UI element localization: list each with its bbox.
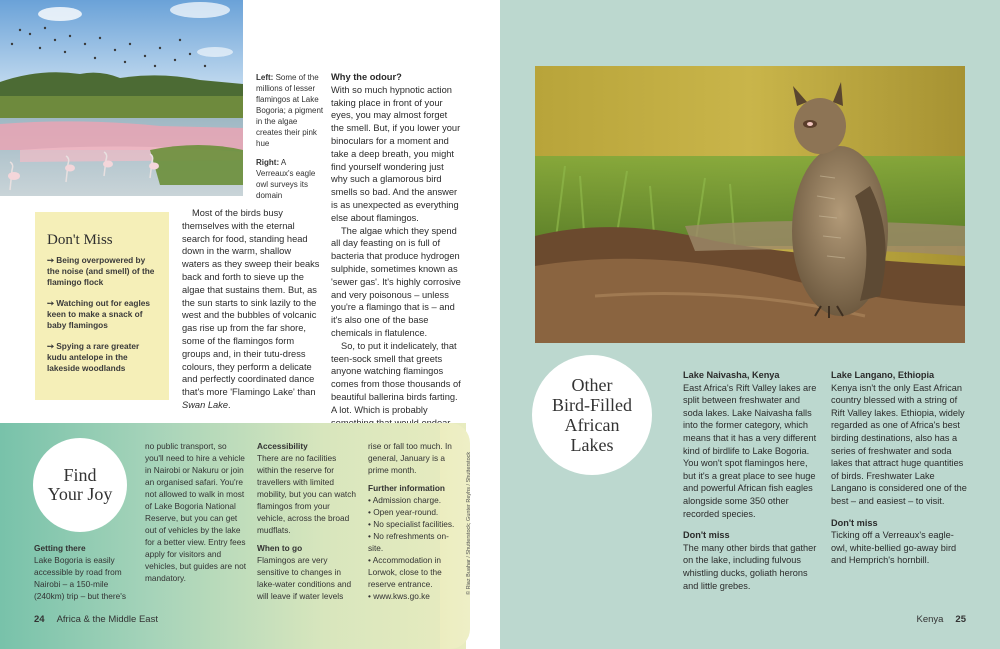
getting-there-text: Lake Bogoria is easily accessible by road from Nairobi – a 150-mile (240km) trip – but there's <box>34 555 126 601</box>
body-column-b <box>331 71 461 442</box>
other-lakes-title-3: African <box>564 415 620 435</box>
langano-dont-miss-text: Ticking off a Verreaux's eagle-owl, white-bellied go-away bird and Hemprich's hornbill. <box>831 530 957 566</box>
getting-there-continued <box>145 440 247 584</box>
dont-miss-box <box>35 212 169 400</box>
lake-langano-heading: Lake Langano, Ethiopia <box>831 370 935 380</box>
body-period: . <box>228 399 231 410</box>
page-number-right: 25 <box>955 614 966 625</box>
owl-photo <box>535 66 965 343</box>
footer-right <box>916 614 966 625</box>
getting-there-text-2: no public transport, so you'll need to hire a vehicle in Nairobi or Nakuru or join an organised safari. You're not allowed to walk in most of Lake Bogoria National Reserve, but you can get out of vehicles by the lake for a better view. Entry fees apply for visitors and vehicles, but guides are not mandatory. <box>145 441 247 583</box>
swan-lake-title: Swan Lake <box>182 399 228 410</box>
further-info-item: • Accommodation in Lorwok, close to the reserve entrance. <box>368 555 442 589</box>
section-heading-odour: Why the odour? <box>331 72 402 82</box>
further-info-item: • No specialist facilities. <box>368 519 455 529</box>
flamingo-photo <box>0 0 243 196</box>
find-your-joy-title-1: Find <box>63 465 97 485</box>
page-number-left: 24 <box>34 614 45 625</box>
other-lakes-title-1: Other <box>571 375 613 395</box>
lake-langano-text: Kenya isn't the only East African country blessed with a string of Rift Valley lakes. Ethiopia, widely regarded as one of Africa's best birding destinations, also has a series of freshwater and soda lakes that attract huge quantities of birds. Freshwater Lake Langano is considered one of the best – and easiest – to visit. <box>831 382 967 506</box>
footer-left <box>34 614 158 625</box>
lake-naivasha-block <box>683 369 821 592</box>
further-info-heading: Further information <box>368 483 445 493</box>
getting-there-block <box>34 542 134 602</box>
body-paragraph: The algae which they spend all day feasting on is full of bacteria that produce hydrogen sulphide, sometimes known as 'sewer gas'. It's highly corrosive and very poisonous – unless you're a flamingo that is – and it's also one of the base chemicals in flatulence. <box>331 225 461 338</box>
find-your-joy-badge <box>33 438 127 532</box>
when-to-go-heading: When to go <box>257 543 303 553</box>
caption-left-label: Left: <box>256 73 274 82</box>
photo-credit: © Riaz Buahar / Shutterstock; Gunter Reyhs / Shutterstock <box>466 451 472 595</box>
accessibility-text: There are no facilities within the reserve for travellers with limited mobility, but you can watch flamingos from your vehicle, across the broad mudflats. <box>257 453 356 535</box>
caption-right-label: Right: <box>256 158 280 167</box>
getting-there-heading: Getting there <box>34 543 86 553</box>
body-column-a <box>182 207 320 412</box>
accessibility-heading: Accessibility <box>257 441 308 451</box>
further-info-link[interactable]: • www.kws.go.ke <box>368 591 430 601</box>
section-name-left: Africa & the Middle East <box>56 614 158 625</box>
dont-miss-item: ➙ Being overpowered by the noise (and smell) of the flamingo flock <box>47 255 155 287</box>
when-to-go-text-2: rise or fall too much. In general, January is a prime month. <box>368 441 452 475</box>
other-lakes-title-4: Lakes <box>570 435 614 455</box>
lake-naivasha-heading: Lake Naivasha, Kenya <box>683 370 780 380</box>
accessibility-block <box>257 440 359 602</box>
section-name-right: Kenya <box>916 614 944 625</box>
body-paragraph: Most of the birds busy themselves with the eternal search for food, standing head down in the warm, shallow waters as they sweep their beaks back and forth to sieve up the algae that sustains them. But, as the sun starts to sink lazily to the west and the bubbles of volcanic gas rise up from the far shore, some of the flamingos form groups and, in their tutu-dress colours, they perform a delicate and perfectly coordinated dance that's more 'Flamingo Lake' than <box>182 208 320 398</box>
caption-right-text: A Verreaux's eagle owl surveys its domain <box>256 158 316 200</box>
other-lakes-title-2: Bird-Filled <box>552 395 632 415</box>
photo-caption <box>256 72 324 209</box>
when-to-go-text: Flamingos are very sensitive to changes in lake-water conditions and will leave if water levels <box>257 555 352 601</box>
further-info-item: • Open year-round. <box>368 507 439 517</box>
further-info-block <box>368 440 458 602</box>
further-info-item: • No refreshments on-site. <box>368 531 449 553</box>
langano-dont-miss-heading: Don't miss <box>831 517 878 528</box>
lake-langano-block <box>831 369 969 567</box>
further-info-item: • Admission charge. <box>368 495 442 505</box>
caption-left-text: Some of the millions of lesser flamingos at Lake Bogoria; a pigment in the algae creates their pink hue <box>256 73 324 148</box>
other-lakes-badge <box>532 355 652 475</box>
naivasha-dont-miss-text: The many other birds that gather on the lake, including fulvous whistling ducks, goliath herons and little grebes. <box>683 542 817 591</box>
dont-miss-title: Don't Miss <box>47 232 113 248</box>
dont-miss-item: ➙ Watching out for eagles keen to make a snack of baby flamingos <box>47 298 150 330</box>
lake-naivasha-text: East Africa's Rift Valley lakes are split between freshwater and soda lakes. Lake Naivasha falls into the former category, which means that it has a very different kind of birdlife to Lake Bogoria. You won't spot flamingos here, but it's a great place to see huge and powerful African fish eagles alongside some 350 other recorded species. <box>683 382 817 519</box>
body-paragraph: So, to put it indelicately, that teen-sock smell that greets anyone watching flamingos comes from those thousands of beautiful ballerina birds farting. A lot. Which is probably <box>331 340 461 415</box>
dont-miss-item: ➙ Spying a rare greater kudu antelope in the lakeside woodlands <box>47 341 140 373</box>
find-your-joy-title-2: Your Joy <box>47 484 113 504</box>
body-paragraph: With so much hypnotic action taking place in front of your eyes, you may almost forget the smell. But, if you lower your binoculars for a moment and take a deep breath, you might find yourself wondering just why such a glamorous bird smells so bad. And the answer is as unexpected as everything else about flamingos. <box>331 84 461 223</box>
naivasha-dont-miss-heading: Don't miss <box>683 530 730 541</box>
